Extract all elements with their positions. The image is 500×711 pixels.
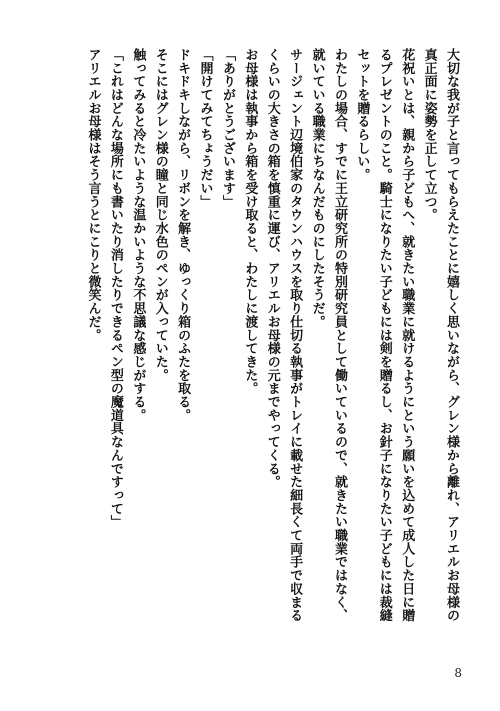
text-line: 「開けてみてちょうだい」 xyxy=(197,48,213,209)
text-line: わたしの場合、すでに王立研究所の特別研究員として働いているので、就きたい職業ではなく、 xyxy=(331,48,347,623)
text-line: 「これはどんな場所にも書いたり消したりできるペン型の魔道具なんですって」 xyxy=(107,48,123,529)
text-line: 就いている職業にちなんだものにしたそうだ。 xyxy=(309,48,325,329)
page-number: 8 xyxy=(454,666,462,680)
text-line: 真正面に姿勢を正して立つ。 xyxy=(421,48,437,222)
text-line: サージェント辺境伯家のタウンハウスを取り仕切る執事がトレイに載せた細長くて両手で収まる xyxy=(287,48,303,623)
text-line: アリエルお母様はそう言うとにこりと微笑んだ。 xyxy=(85,48,101,342)
text-line: お母様は執事から箱を受け取ると、わたしに渡してきた。 xyxy=(242,48,258,396)
vertical-text-body xyxy=(81,48,462,648)
text-line: くらいの大きさの箱を慎重に運び、アリエルお母様の元までやってくる。 xyxy=(264,48,280,489)
text-line: 「ありがとうございます」 xyxy=(219,48,235,209)
text-line: ドキドキしながら、リボンを解き、ゆっくり箱のふたを取る。 xyxy=(175,48,191,422)
text-line: 触ってみると冷たいような温かいような不思議な感じがする。 xyxy=(130,48,146,422)
text-line: セットを贈るらしい。 xyxy=(354,48,370,182)
text-line: 花祝いとは、親から子どもへ、就きたい職業に就けるようにという願いを込めて成人した日に贈 xyxy=(399,48,415,623)
text-line: 大切な我が子と言ってもらえたことに嬉しく思いながら、グレン様から離れ、アリエルお母様の xyxy=(444,48,459,623)
text-line: るプレゼントのこと。騎士になりたい子どもには剣を贈るし、お針子になりたい子どもには裁縫 xyxy=(376,48,392,623)
text-line: そこにはグレン様の瞳と同じ水色のペンが入っていた。 xyxy=(152,48,168,382)
